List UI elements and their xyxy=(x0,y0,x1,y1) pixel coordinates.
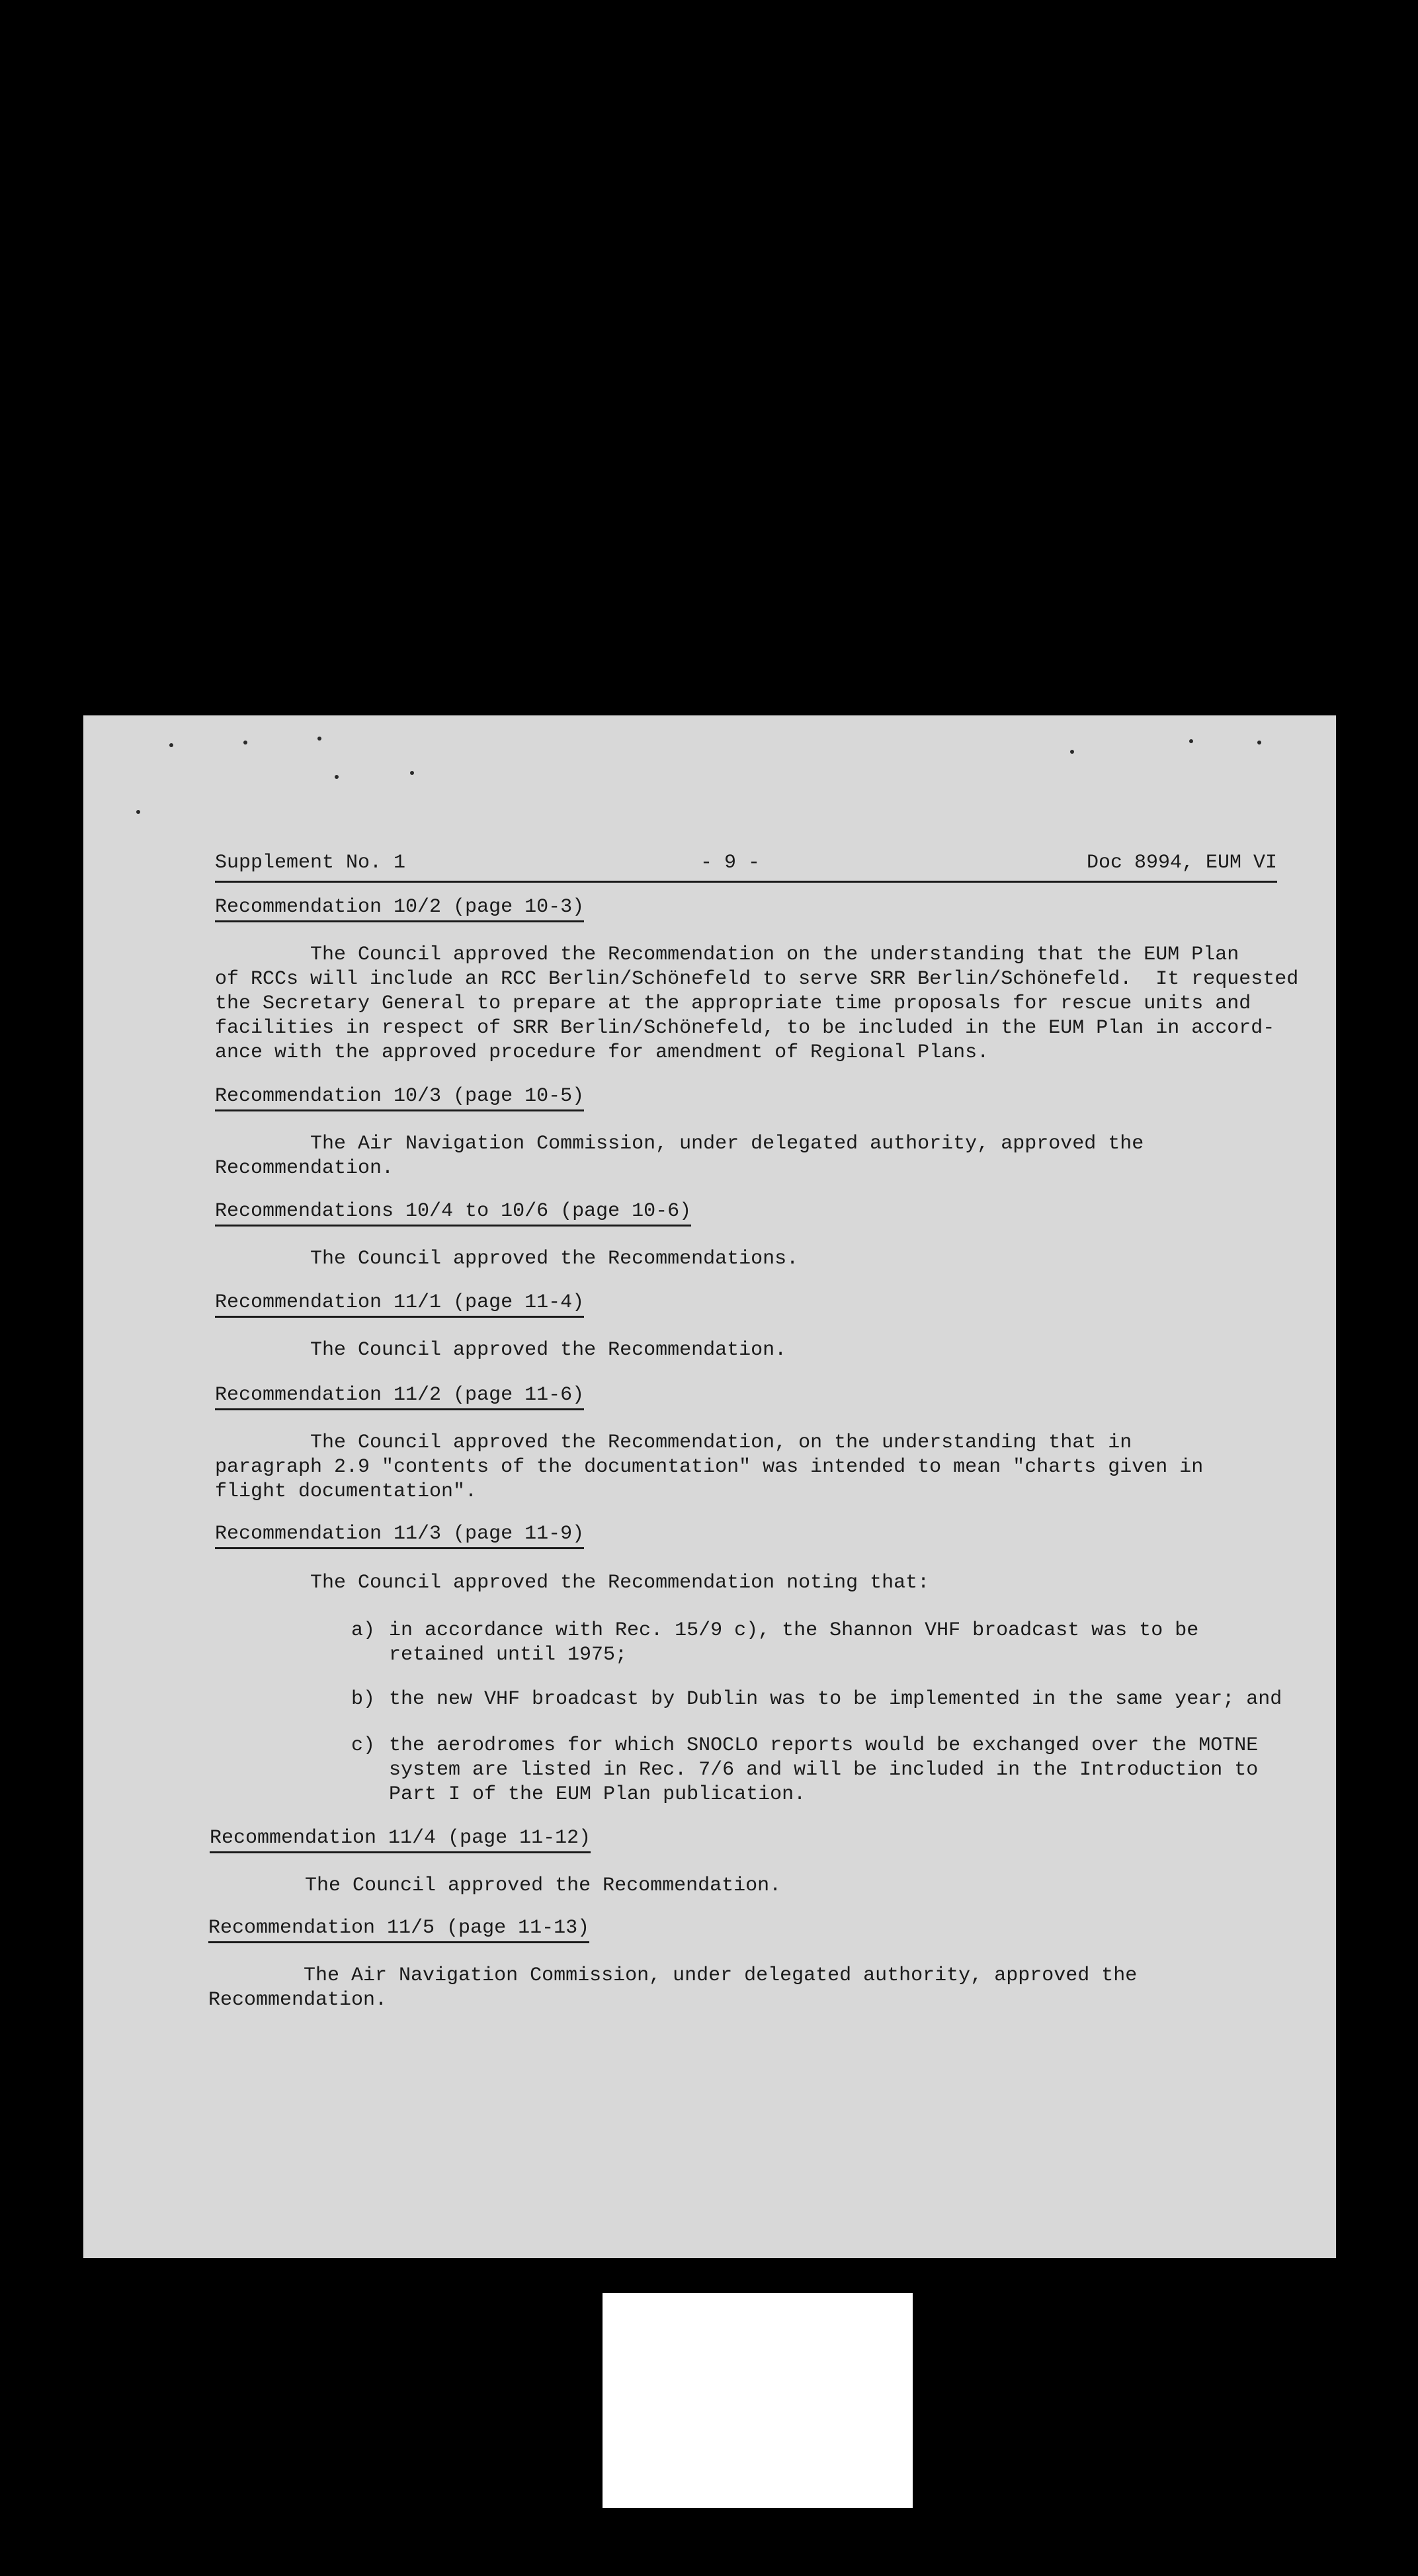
text-line: flight documentation". xyxy=(215,1480,478,1503)
section-heading: Recommendation 10/2 (page 10-3) xyxy=(215,895,584,922)
supplement-number: Supplement No. 1 xyxy=(215,852,406,874)
header-rule xyxy=(215,881,1277,883)
section-heading: Recommendation 11/2 (page 11-6) xyxy=(215,1383,584,1410)
section-body xyxy=(210,1874,781,1898)
text-line: The Council approved the Recommendation, on the understanding that in xyxy=(215,1431,1132,1454)
paper-speck xyxy=(243,741,247,745)
section-body xyxy=(215,943,1298,1065)
page-header xyxy=(215,852,1277,878)
list-item xyxy=(389,1619,1198,1668)
paper-speck xyxy=(136,810,140,814)
paper-speck xyxy=(1189,739,1193,743)
text-line: retained until 1975; xyxy=(389,1644,628,1666)
paper-speck xyxy=(317,737,321,741)
section-heading: Recommendations 10/4 to 10/6 (page 10-6) xyxy=(215,1199,691,1227)
paper-speck xyxy=(335,775,339,779)
section-heading: Recommendation 11/4 (page 11-12) xyxy=(210,1826,591,1853)
section-heading: Recommendation 11/5 (page 11-13) xyxy=(208,1916,589,1943)
text-line: the new VHF broadcast by Dublin was to be implemented in the same year; and xyxy=(389,1688,1282,1711)
section-body xyxy=(215,1338,786,1363)
list-item-letter: a) xyxy=(351,1619,376,1642)
document-reference: Doc 8994, EUM VI xyxy=(1086,852,1277,874)
section-body xyxy=(208,1964,1137,2013)
list-item-letter: b) xyxy=(351,1688,376,1711)
paper-speck xyxy=(1070,750,1074,754)
text-line: Part I of the EUM Plan publication. xyxy=(389,1783,806,1806)
text-line: The Council approved the Recommendation noting that: xyxy=(215,1572,930,1594)
section-body xyxy=(215,1571,929,1595)
text-line: facilities in respect of SRR Berlin/Schönefeld, to be included in the EUM Plan in accord- xyxy=(215,1017,1275,1039)
section-body xyxy=(215,1431,1203,1504)
section-heading: Recommendation 11/3 (page 11-9) xyxy=(215,1522,584,1549)
paper-speck xyxy=(410,771,414,775)
page-number: - 9 - xyxy=(700,852,761,874)
text-line: The Council approved the Recommendation. xyxy=(210,1874,782,1897)
list-item xyxy=(389,1687,1282,1712)
text-line: Recommendation. xyxy=(208,1989,388,2011)
paper-speck xyxy=(169,743,173,747)
text-line: The Council approved the Recommendation. xyxy=(215,1339,787,1361)
text-line: The Air Navigation Commission, under delegated authority, approved the xyxy=(215,1133,1144,1155)
section-body xyxy=(215,1132,1144,1181)
text-line: the Secretary General to prepare at the appropriate time proposals for rescue units and xyxy=(215,992,1251,1015)
text-line: the aerodromes for which SNOCLO reports would be exchanged over the MOTNE xyxy=(389,1734,1259,1757)
text-line: The Air Navigation Commission, under delegated authority, approved the xyxy=(208,1964,1138,1987)
section-heading: Recommendation 11/1 (page 11-4) xyxy=(215,1291,584,1318)
paper-speck xyxy=(1257,741,1261,745)
list-item xyxy=(389,1734,1258,1807)
text-line: in accordance with Rec. 15/9 c), the Shannon VHF broadcast was to be xyxy=(389,1619,1199,1642)
text-line: ance with the approved procedure for amendment of Regional Plans. xyxy=(215,1041,989,1064)
document-page xyxy=(83,715,1336,2258)
text-line: paragraph 2.9 "contents of the documentation" was intended to mean "charts given in xyxy=(215,1456,1204,1478)
text-line: of RCCs will include an RCC Berlin/Schönefeld to serve SRR Berlin/Schönefeld. It requested xyxy=(215,968,1299,990)
text-line: system are listed in Rec. 7/6 and will be included in the Introduction to xyxy=(389,1759,1259,1781)
text-line: Recommendation. xyxy=(215,1157,394,1180)
section-heading: Recommendation 10/3 (page 10-5) xyxy=(215,1084,584,1111)
text-line: The Council approved the Recommendation on the understanding that the EUM Plan xyxy=(215,944,1239,966)
section-body xyxy=(215,1247,798,1271)
text-line: The Council approved the Recommendations. xyxy=(215,1248,799,1270)
blank-card xyxy=(603,2293,913,2508)
list-item-letter: c) xyxy=(351,1734,376,1757)
